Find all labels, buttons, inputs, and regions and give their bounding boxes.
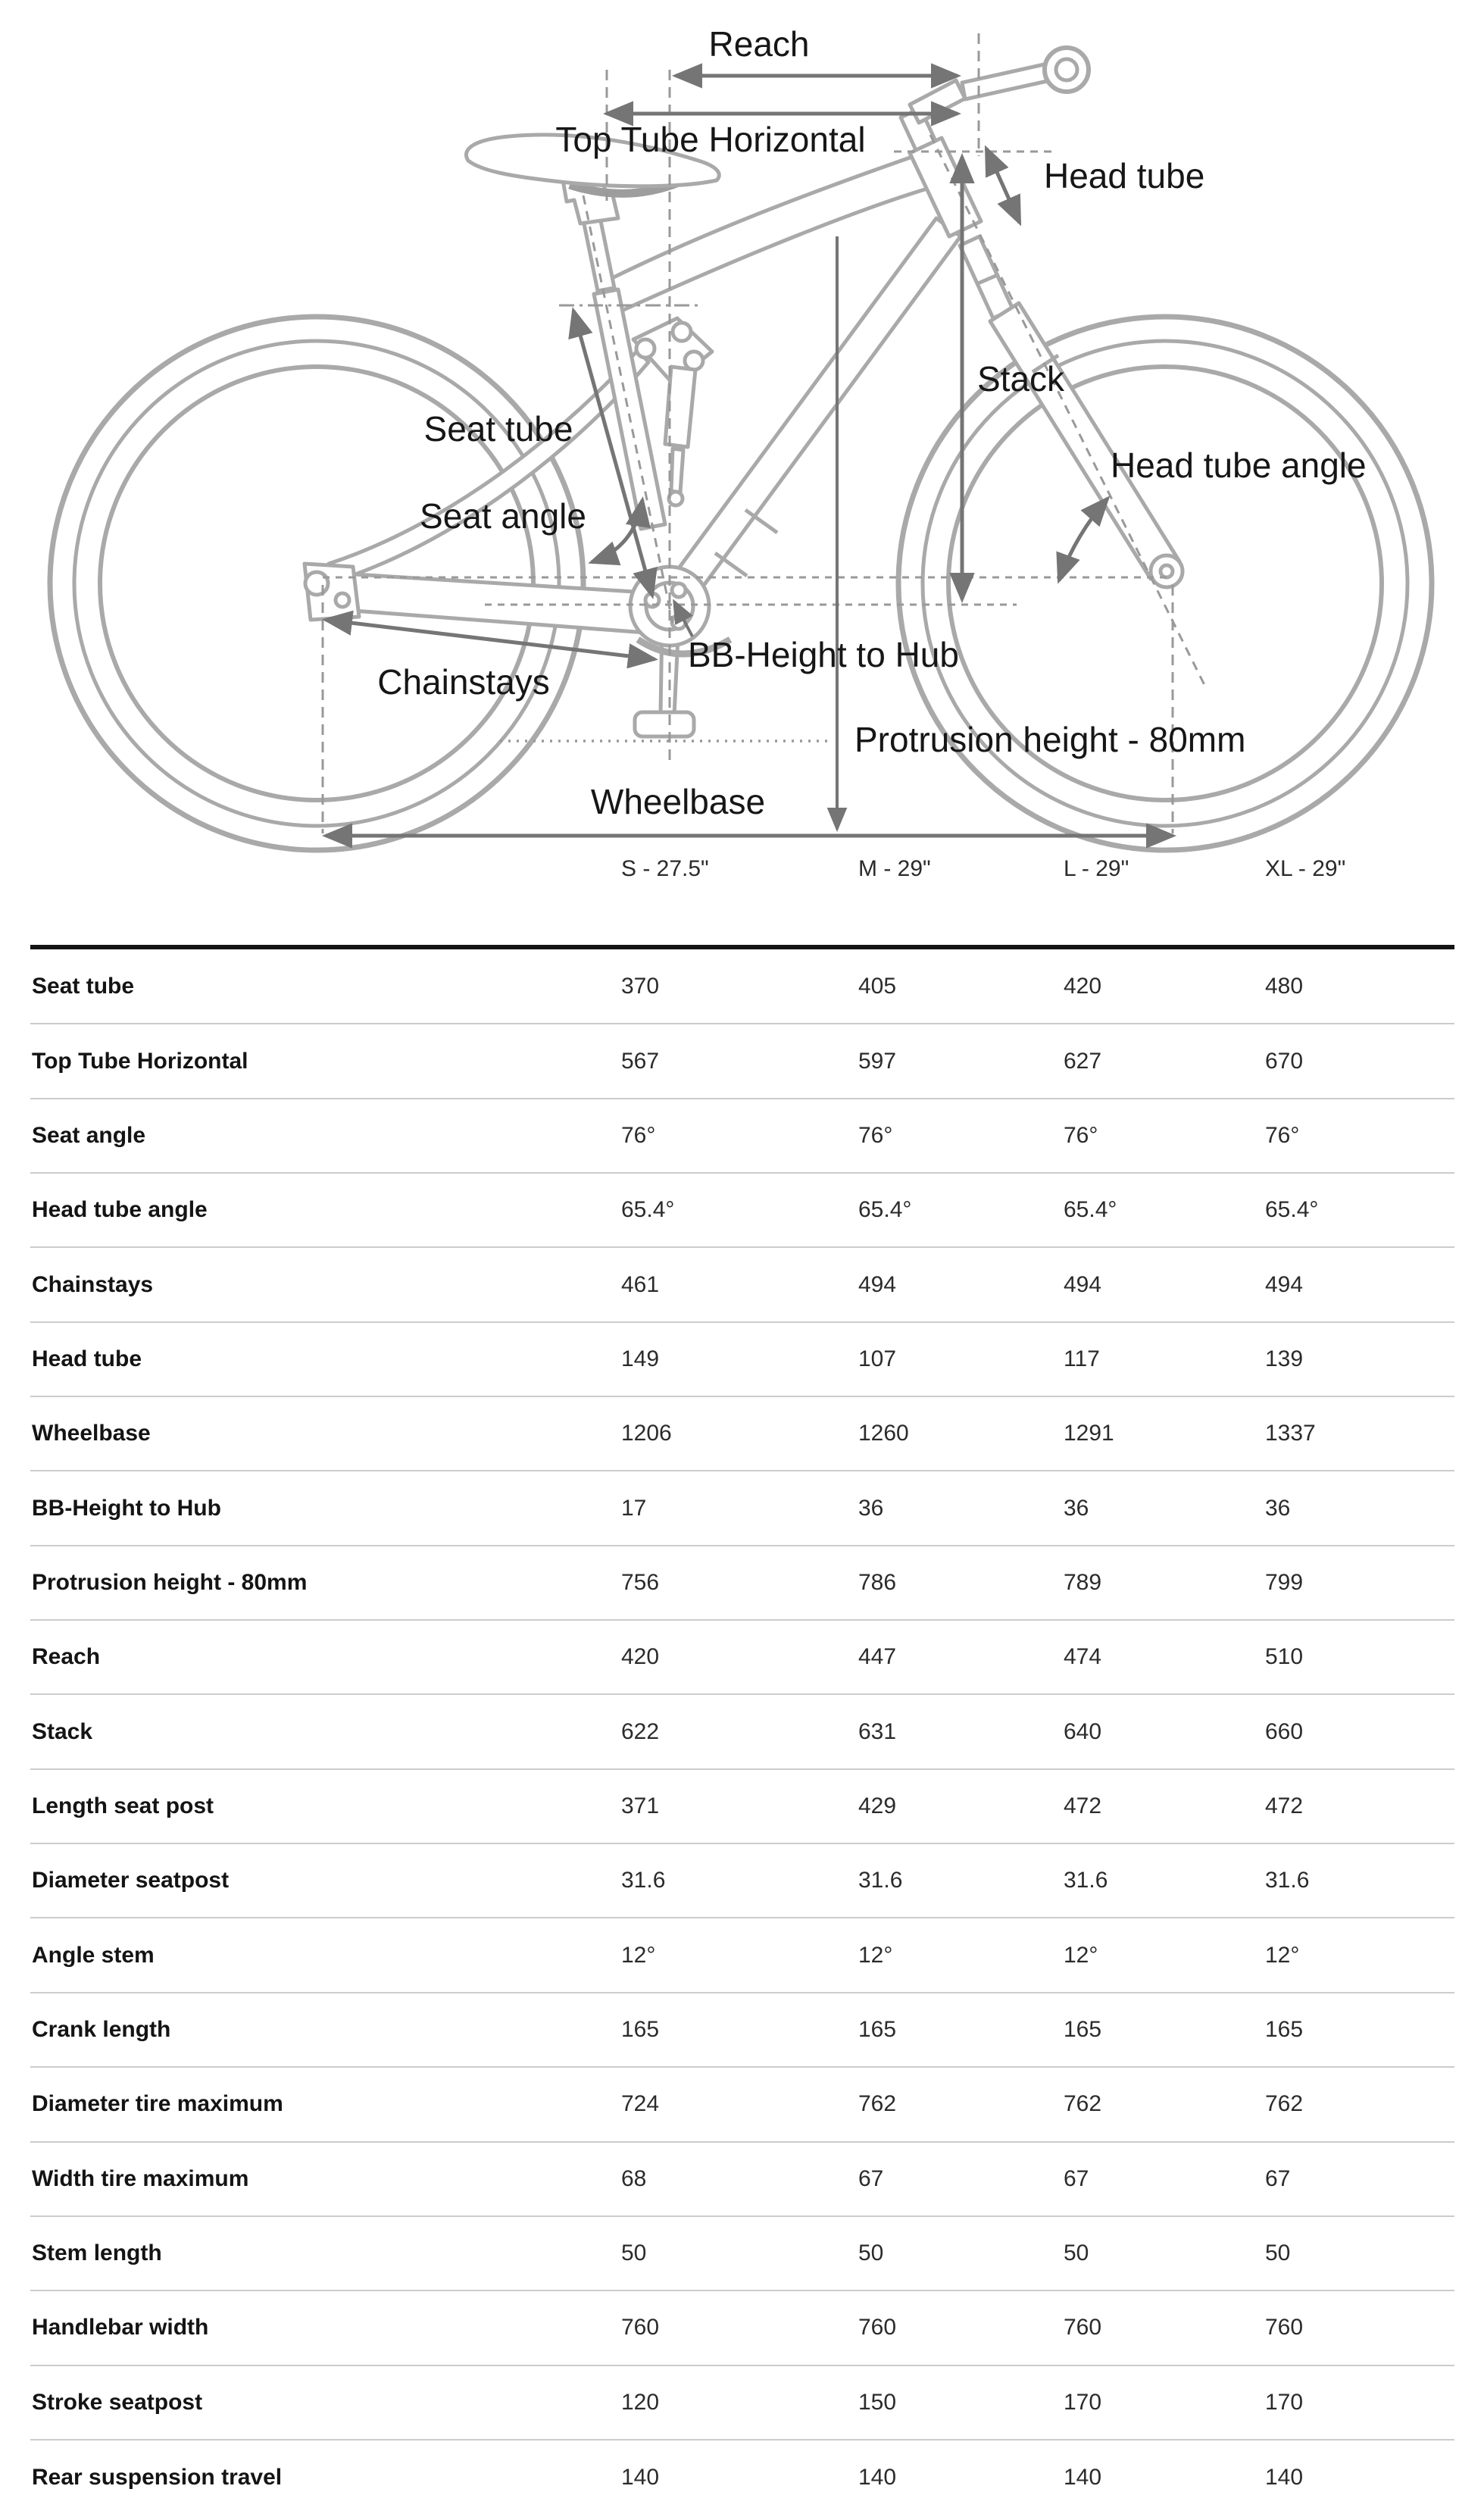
table-row <box>30 1546 1454 1620</box>
handlebar <box>962 64 1051 99</box>
cell-value: 165 <box>1064 1993 1265 2067</box>
row-label: Head tube <box>30 1322 621 1396</box>
cell-value: 756 <box>621 1546 858 1620</box>
head-tube-label: Head tube <box>1044 156 1205 195</box>
cell-value: 165 <box>1265 1993 1454 2067</box>
cell-value: 31.6 <box>1064 1843 1265 1918</box>
cell-value: 50 <box>858 2216 1064 2290</box>
cell-value: 76° <box>621 1099 858 1173</box>
cell-value: 1337 <box>1265 1396 1454 1471</box>
cell-value: 799 <box>1265 1546 1454 1620</box>
cell-value: 597 <box>858 1024 1064 1098</box>
cell-value: 50 <box>1064 2216 1265 2290</box>
cell-value: 50 <box>621 2216 858 2290</box>
cell-value: 65.4° <box>858 1173 1064 1247</box>
cell-value: 762 <box>858 2067 1064 2141</box>
table-row <box>30 1918 1454 1992</box>
cell-value: 510 <box>1265 1620 1454 1694</box>
cell-value: 472 <box>1265 1769 1454 1843</box>
cell-value: 67 <box>1265 2142 1454 2216</box>
cell-value: 170 <box>1265 2365 1454 2440</box>
cell-value: 31.6 <box>621 1843 858 1918</box>
pedal <box>635 712 694 736</box>
cell-value: 36 <box>1064 1471 1265 1545</box>
cell-value: 50 <box>1265 2216 1454 2290</box>
table-row <box>30 1769 1454 1843</box>
table-row <box>30 1843 1454 1918</box>
cell-value: 139 <box>1265 1322 1454 1396</box>
size-header-xl: XL - 29" <box>1265 856 1346 881</box>
table-row <box>30 1396 1454 1471</box>
cell-value: 140 <box>621 2440 858 2514</box>
cell-value: 762 <box>1064 2067 1265 2141</box>
table-row <box>30 1173 1454 1247</box>
table-row <box>30 1247 1454 1321</box>
cell-value: 474 <box>1064 1620 1265 1694</box>
cell-value: 1260 <box>858 1396 1064 1471</box>
cell-value: 627 <box>1064 1024 1265 1098</box>
cell-value: 65.4° <box>621 1173 858 1247</box>
cell-value: 760 <box>858 2290 1064 2365</box>
row-label: Diameter tire maximum <box>30 2067 621 2141</box>
fork-stanchion <box>960 236 1013 318</box>
cell-value: 140 <box>1265 2440 1454 2514</box>
bike-geometry-svg <box>0 0 1484 856</box>
cell-value: 660 <box>1265 1694 1454 1768</box>
head-tube-angle-label: Head tube angle <box>1111 446 1367 485</box>
cell-value: 405 <box>858 973 897 999</box>
row-label: Protrusion height - 80mm <box>30 1546 621 1620</box>
cell-value: 12° <box>621 1918 858 1992</box>
cell-value: 567 <box>621 1024 858 1098</box>
bb-height-label: BB-Height to Hub <box>688 635 959 674</box>
row-label: Wheelbase <box>30 1396 621 1471</box>
cell-value: 140 <box>1064 2440 1265 2514</box>
cell-value: 789 <box>1064 1546 1265 1620</box>
row-label: Top Tube Horizontal <box>30 1024 621 1098</box>
cell-value: 150 <box>858 2365 1064 2440</box>
row-label: Head tube angle <box>30 1173 621 1247</box>
cell-value: 117 <box>1064 1322 1265 1396</box>
cell-value: 67 <box>1064 2142 1265 2216</box>
reach-label: Reach <box>708 24 810 64</box>
cell-value: 76° <box>1064 1099 1265 1173</box>
cell-value: 107 <box>858 1322 1064 1396</box>
row-label: Stack <box>30 1694 621 1768</box>
cell-value: 170 <box>1064 2365 1265 2440</box>
cell-value: 420 <box>621 1620 858 1694</box>
cell-value: 120 <box>621 2365 858 2440</box>
cell-value: 36 <box>858 1471 1064 1545</box>
cell-value: 67 <box>858 2142 1064 2216</box>
cell-value: 461 <box>621 1247 858 1321</box>
table-row <box>30 2440 1454 2514</box>
row-label: Length seat post <box>30 1769 621 1843</box>
table-row <box>30 1694 1454 1768</box>
row-label: Diameter seatpost <box>30 1843 621 1918</box>
cell-value: 31.6 <box>858 1843 1064 1918</box>
table-row <box>30 2067 1454 2141</box>
row-label: Angle stem <box>30 1918 621 1992</box>
cell-value: 76° <box>858 1099 1064 1173</box>
cell-value: 640 <box>1064 1694 1265 1768</box>
cell-value: 1291 <box>1064 1396 1265 1471</box>
protrusion-label: Protrusion height - 80mm <box>854 720 1246 759</box>
rear-hub <box>305 572 328 595</box>
stack-label: Stack <box>977 359 1065 399</box>
cell-value: 480 <box>1265 973 1304 999</box>
size-header-row <box>30 856 1454 945</box>
row-label: Seat tube <box>32 973 135 999</box>
cell-value: 762 <box>1265 2067 1454 2141</box>
size-header-spacer <box>30 856 621 909</box>
chainstays-label: Chainstays <box>377 662 550 702</box>
row-label: Stem length <box>30 2216 621 2290</box>
cell-value: 12° <box>858 1918 1064 1992</box>
size-header-l: L - 29" <box>1064 856 1129 881</box>
seat-angle-label: Seat angle <box>420 496 586 536</box>
cell-value: 494 <box>1265 1247 1454 1321</box>
row-label: Chainstays <box>30 1247 621 1321</box>
row-label: Rear suspension travel <box>30 2440 621 2514</box>
head-tube-angle-arc <box>1059 499 1108 580</box>
cell-value: 622 <box>621 1694 858 1768</box>
table-row <box>30 1099 1454 1173</box>
row-label: BB-Height to Hub <box>30 1471 621 1545</box>
row-label: Crank length <box>30 1993 621 2067</box>
cell-value: 760 <box>1064 2290 1265 2365</box>
cell-value: 36 <box>1265 1471 1454 1545</box>
cell-value: 760 <box>621 2290 858 2365</box>
stem <box>910 80 965 123</box>
cell-value: 31.6 <box>1265 1843 1454 1918</box>
shock-shaft <box>671 449 683 492</box>
cell-value: 429 <box>858 1769 1064 1843</box>
down-tube <box>658 218 961 615</box>
cell-value: 494 <box>858 1247 1064 1321</box>
cell-value: 786 <box>858 1546 1064 1620</box>
row-label: Seat angle <box>30 1099 621 1173</box>
cell-value: 670 <box>1265 1024 1454 1098</box>
cell-value: 149 <box>621 1322 858 1396</box>
cell-value: 17 <box>621 1471 858 1545</box>
cell-value: 140 <box>858 2440 1064 2514</box>
row-label: Handlebar width <box>30 2290 621 2365</box>
cell-value: 12° <box>1265 1918 1454 1992</box>
size-header-s: S - 27.5" <box>621 856 709 881</box>
table-row <box>30 949 1454 1024</box>
cell-value: 370 <box>621 973 660 999</box>
cell-value: 631 <box>858 1694 1064 1768</box>
table-row <box>30 1322 1454 1396</box>
cell-value: 724 <box>621 2067 858 2141</box>
cell-value: 76° <box>1265 1099 1454 1173</box>
cell-value: 165 <box>621 1993 858 2067</box>
size-header-m: M - 29" <box>858 856 931 881</box>
cell-value: 447 <box>858 1620 1064 1694</box>
table-row <box>30 1620 1454 1694</box>
cell-value: 371 <box>621 1769 858 1843</box>
table-row <box>30 2216 1454 2290</box>
cell-value: 65.4° <box>1064 1173 1265 1247</box>
row-label: Stroke seatpost <box>30 2365 621 2440</box>
bike-geometry-diagram <box>0 0 1484 856</box>
row-label: Reach <box>30 1620 621 1694</box>
fork-lowers <box>990 303 1179 579</box>
cell-value: 65.4° <box>1265 1173 1454 1247</box>
cell-value: 420 <box>1064 973 1102 999</box>
table-row <box>30 2142 1454 2216</box>
cell-value: 760 <box>1265 2290 1454 2365</box>
cell-value: 494 <box>1064 1247 1265 1321</box>
geometry-table <box>30 945 1454 2514</box>
top-tube-horizontal-label: Top Tube Horizontal <box>555 120 866 159</box>
table-row <box>30 1024 1454 1098</box>
cell-value: 68 <box>621 2142 858 2216</box>
cell-value: 1206 <box>621 1396 858 1471</box>
table-row <box>30 1471 1454 1545</box>
row-label: Width tire maximum <box>30 2142 621 2216</box>
cell-value: 472 <box>1064 1769 1265 1843</box>
table-row <box>30 1993 1454 2067</box>
cell-value: 12° <box>1064 1918 1265 1992</box>
cell-value: 165 <box>858 1993 1064 2067</box>
seat-stay <box>329 350 648 582</box>
table-row <box>30 2365 1454 2440</box>
head-tube-arrow <box>986 149 1020 223</box>
seat-tube-label: Seat tube <box>423 409 573 449</box>
table-row <box>30 2290 1454 2365</box>
wheelbase-label: Wheelbase <box>590 782 766 821</box>
